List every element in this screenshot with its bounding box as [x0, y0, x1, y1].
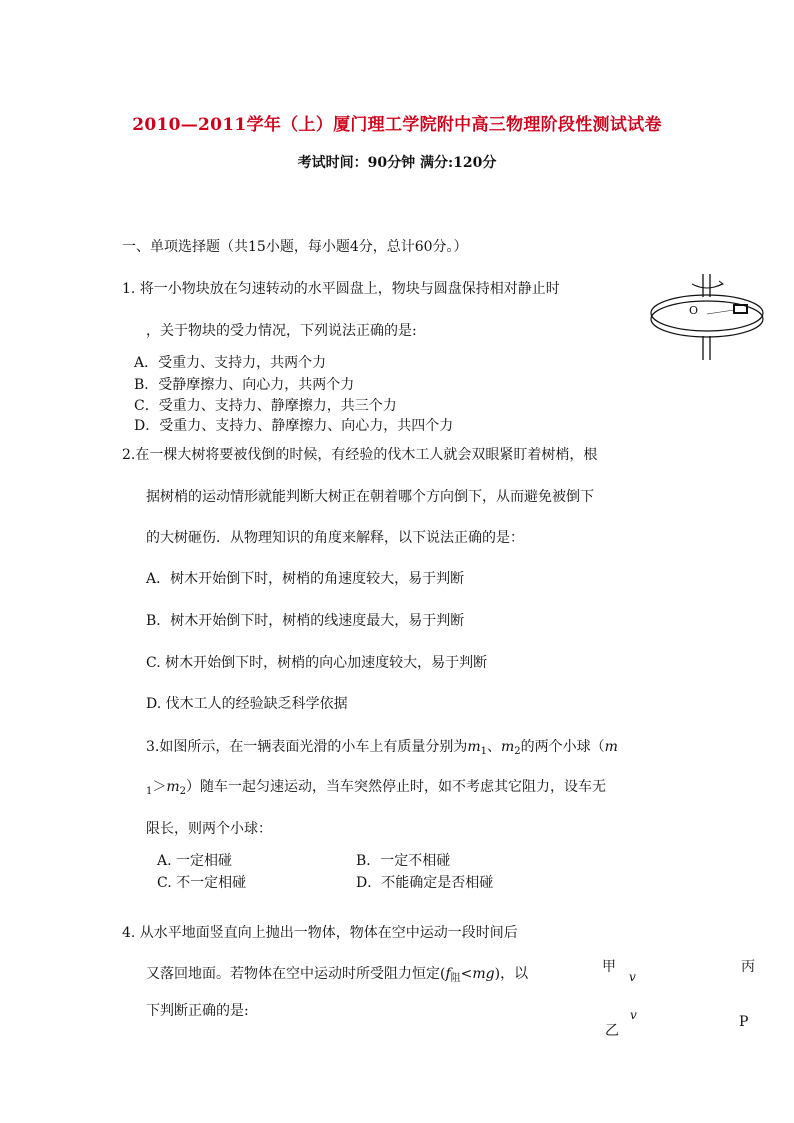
q3-text-c: ）随车一起匀速运动，当车突然停止时，如不考虑其它阻力，设车无 [186, 779, 607, 795]
mass-subscript-1b: 1 [146, 786, 153, 797]
mass-subscript-2b: 2 [179, 786, 187, 797]
mass-subscript-1: 1 [480, 746, 488, 757]
rotating-disc-figure [648, 270, 766, 362]
q2-option-b: B．树木开始倒下时，树梢的线速度最大，易于判断 [146, 613, 465, 629]
q1-option-c: C．受重力、支持力、静摩擦力，共三个力 [134, 398, 397, 414]
exam-title: 2010—2011学年（上）厦门理工学院附中高三物理阶段性测试试卷 [132, 115, 662, 135]
figure-label-p: P [739, 1014, 749, 1030]
mass-symbol-m2: m [501, 739, 515, 755]
q3-text-b: 的两个小球（ [520, 739, 605, 755]
q2-option-c: C. 树木开始倒下时，树梢的向心加速度较大，易于判断 [146, 655, 488, 671]
q1-stem-line1: 1. 将一小物块放在匀速转动的水平圆盘上，物块与圆盘保持相对静止时 [122, 281, 560, 297]
q3-stem-line3: 限长，则两个小球： [146, 821, 272, 837]
q1-option-a: A．受重力、支持力，共两个力 [134, 355, 327, 371]
mass-symbol-m1: m [467, 739, 481, 755]
q2-stem-line3: 的大树砸伤．从物理知识的角度来解释，以下说法正确的是： [146, 530, 524, 546]
figure-label-bing: 丙 [741, 959, 755, 975]
q3-option-b: B．一定不相碰 [356, 853, 451, 869]
velocity-label-1: v [629, 970, 636, 984]
q1-option-d: D．受重力、支持力、静摩擦力、向心力，共四个力 [134, 418, 454, 434]
q4-text-b: )，以 [494, 966, 529, 982]
q2-stem-line1: 2.在一棵大树将要被伐倒的时候，有经验的伐木工人就会双眼紧盯着树梢，根 [122, 447, 598, 463]
section-heading: 一、单项选择题（共15小题，每小题4分，总计60分。） [122, 239, 468, 255]
q1-stem-line2: ，关于物块的受力情况，下列说法正确的是: [146, 323, 417, 339]
q3-option-c: C. 不一定相碰 [157, 875, 247, 891]
q4-stem-line2 [146, 963, 528, 984]
figure-label-jia: 甲 [602, 959, 616, 975]
mass-subscript-2: 2 [514, 746, 521, 757]
q1-option-b: B．受静摩擦力、向心力，共两个力 [134, 377, 355, 393]
q3-option-a: A. 一定相碰 [157, 853, 233, 869]
resistance-subscript: 阻 [450, 973, 461, 984]
q3-stem-line2 [146, 776, 606, 797]
exam-subtitle: 考试时间：90分钟 满分:120分 [297, 155, 497, 171]
velocity-label-2: v [630, 1008, 637, 1022]
disc-center-label: O [689, 304, 699, 317]
q3-greater-than: ＞ [152, 779, 167, 795]
q3-separator: 、 [487, 739, 502, 755]
q2-option-d: D. 伐木工人的经验缺乏科学依据 [146, 696, 348, 712]
figure-label-yi: 乙 [605, 1023, 619, 1039]
q3-text-a: 3.如图所示，在一辆表面光滑的小车上有质量分别为 [146, 739, 468, 755]
mass-symbol-m2b: m [166, 779, 180, 795]
q3-stem-line1 [146, 736, 618, 757]
q4-text-a: 又落回地面。若物体在空中运动时所受阻力恒定( [146, 966, 446, 982]
mass-symbol-m1-wrap: m [604, 739, 618, 755]
q4-stem-line3: 下判断正确的是: [146, 1003, 249, 1019]
q2-stem-line2: 据树梢的运动情形就能判断大树正在朝着哪个方向倒下，从而避免被倒下 [146, 489, 594, 505]
q2-option-a: A．树木开始倒下时，树梢的角速度较大，易于判断 [146, 571, 465, 587]
weight-symbol: mg [472, 966, 495, 982]
less-than-sign: < [460, 966, 473, 982]
q3-option-d: D．不能确定是否相碰 [356, 875, 494, 891]
q4-stem-line1: 4. 从水平地面竖直向上抛出一物体，物体在空中运动一段时间后 [122, 925, 518, 941]
resistance-symbol: f [445, 966, 451, 982]
